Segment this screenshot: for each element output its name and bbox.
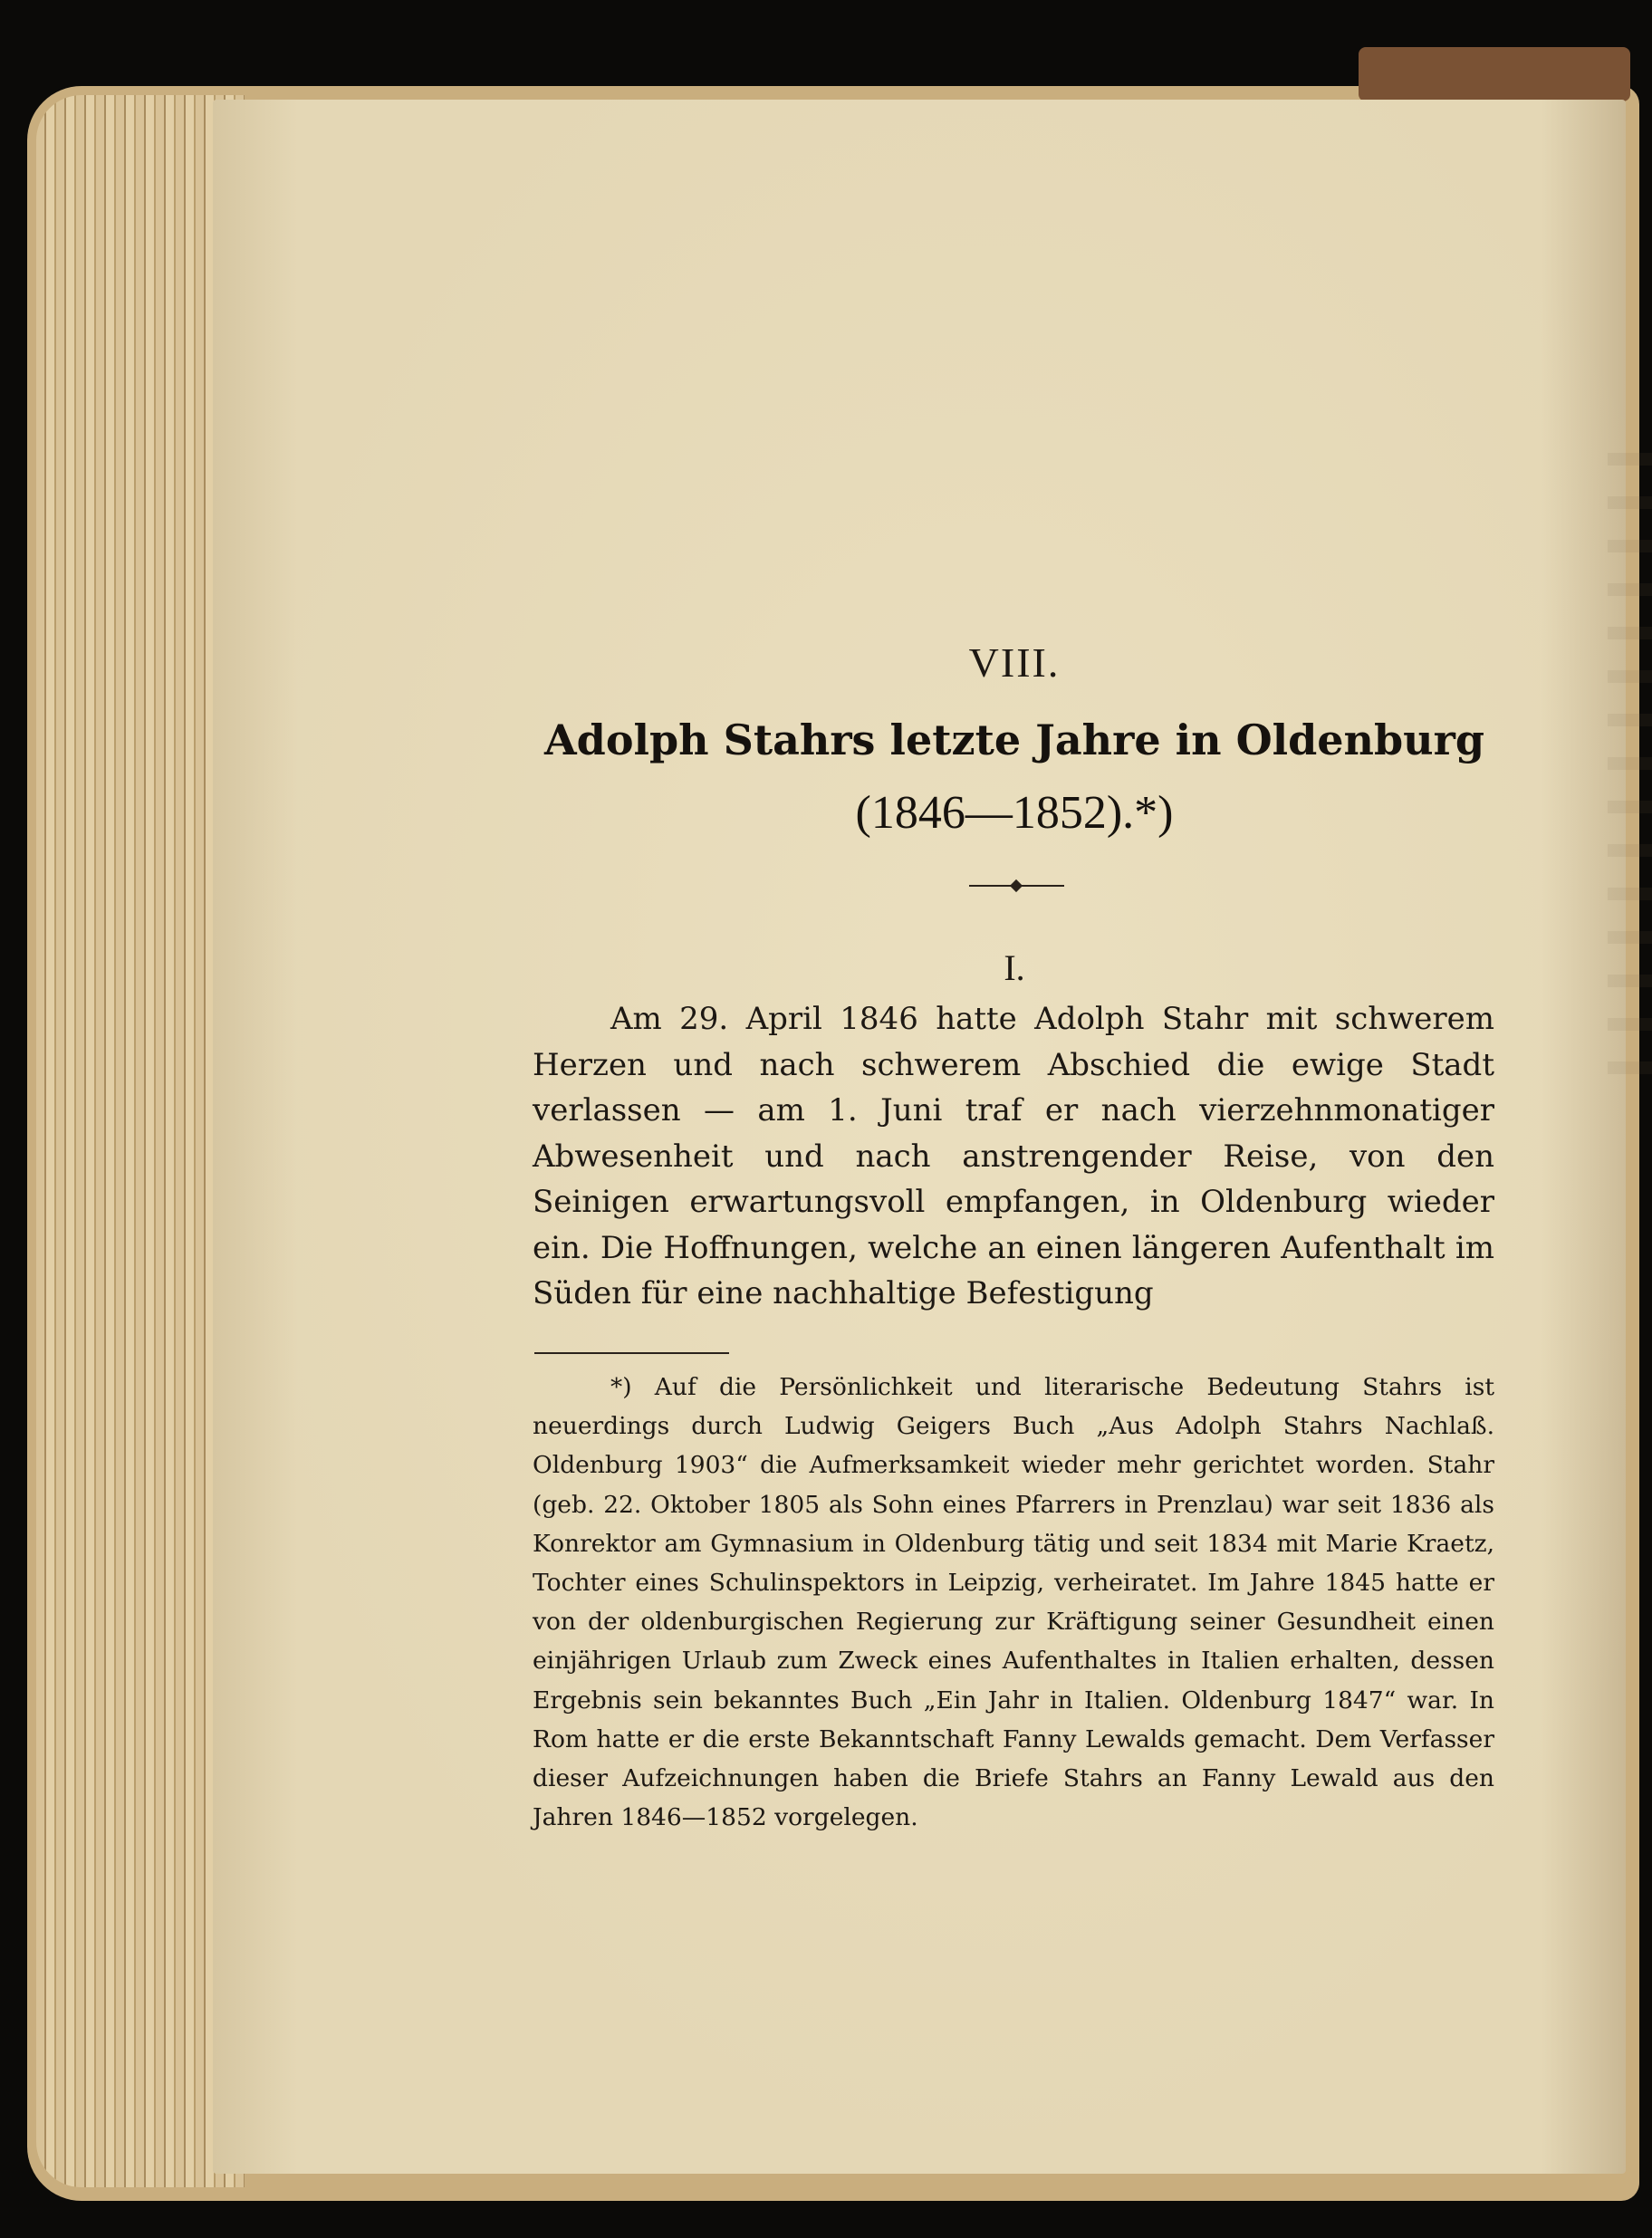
section-number: I. [1004,947,1025,988]
body-paragraph: Am 29. April 1846 hatte Adolph Stahr mit schwerem Herzen und nach schwerem Abschied die ewige Stadt verlassen — am 1. Juni traf er nach vierzehnmonatiger Abwesenheit und nach anstrengender Reise, von den Seinigen erwartungsvoll empfangen, in Oldenburg wieder ein. Die Hoffnungen, welche an einen längeren Aufenthalt im Süden für eine nachhaltige Befestigung [533,1001,1494,1311]
footnote-rule [534,1352,729,1354]
chapter-number: VIII. [968,639,1061,686]
chapter-years: (1846—1852).*) [855,787,1174,839]
chapter-title: Adolph Stahrs letzte Jahre in Oldenburg [543,716,1485,764]
show-through-text [1608,453,1652,1087]
ornament-divider [969,885,1064,887]
book-cover-corner [1359,47,1630,101]
footnote: *) Auf die Persönlichkeit und literarische Bedeutung Stahrs ist neuerdings durch Ludwig Geigers Buch „Aus Adolph Stahrs Nachlaß. Oldenburg 1903“ die Aufmerksamkeit wieder mehr gerichtet worden. Stahr (geb. 22. Oktober 1805 als Sohn eines Pfarrers in Prenzlau) war seit 1836 als Konrektor am Gymnasium in Oldenburg tätig und seit 1834 mit Marie Kraetz, Tochter eines Schulinspektors in Leipzig, verheiratet. Im Jahre 1845 hatte er von der oldenburgischen Regierung zur Kräftigung seiner Gesundheit einen einjährigen Urlaub zum Zweck eines Aufenthaltes in Italien erhalten, dessen Ergebnis sein bekanntes Buch „Ein Jahr in Italien. Oldenburg 1847“ war. In Rom hatte er die erste Bekanntschaft Fanny Lewalds gemacht. Dem Verfasser dieser Aufzeichnungen haben die Briefe Stahrs an Fanny Lewald aus den Jahren 1846—1852 vorgelegen. [533,1373,1494,1832]
